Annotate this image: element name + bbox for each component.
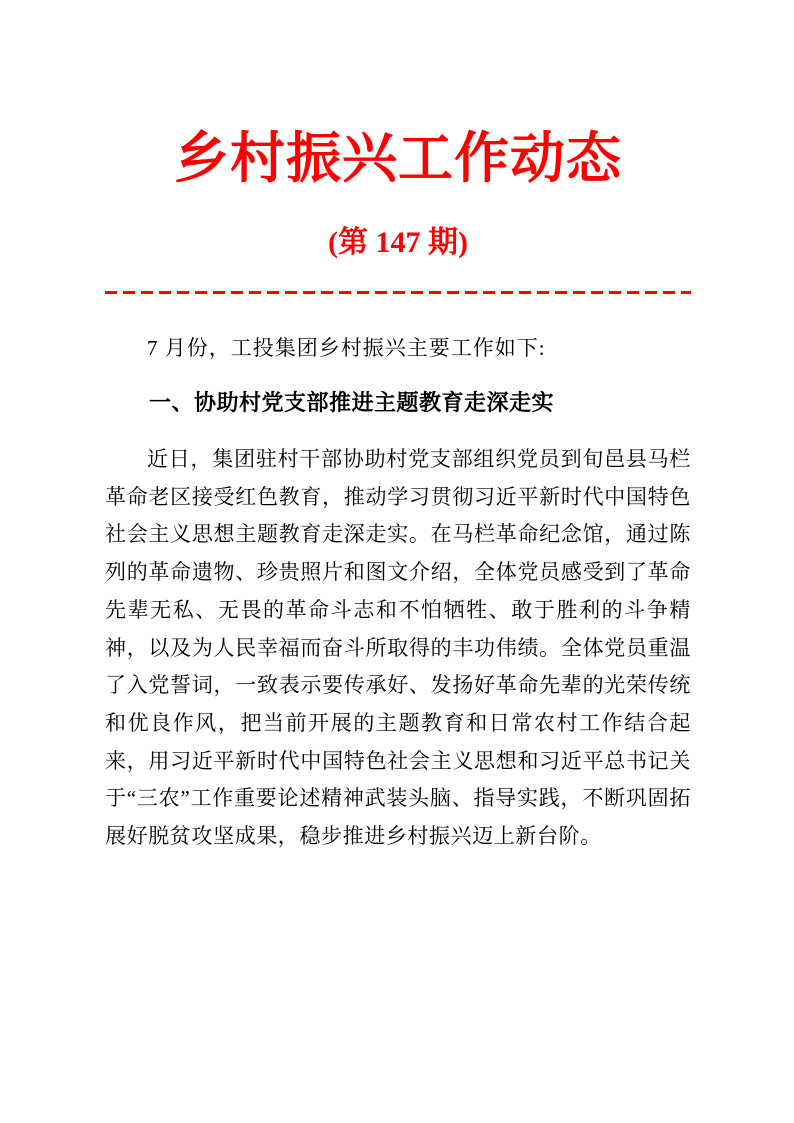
section-heading: 一、协助村党支部推进主题教育走深走实 (149, 390, 555, 415)
intro-paragraph: 7 月份，工投集团乡村振兴主要工作如下: (147, 336, 546, 360)
title-divider-dashed-line (105, 291, 691, 294)
document-title: 乡村振兴工作动态 (173, 128, 622, 189)
issue-number: (第 147 期) (328, 226, 468, 259)
document-content (105, 0, 691, 877)
section-body-paragraph: 近日，集团驻村干部协助村党支部组织党员到旬邑县马栏革命老区接受红色教育，推动学习贯彻习近平新时代中国特色社会主义思想主题教育走深走实。在马栏革命纪念馆，通过陈列的革命遗物、珍贵照片和图文介绍，全体党员感受到了革命先辈无私、无畏的革命斗志和不怕牺牲、敢于胜利的斗争精神，以及为人民幸福而奋斗所取得的丰功伟绩。全体党员重温了入党誓词，一致表示要传承好、发扬好革命先辈的光荣传统和优良作风，把当前开展的主题教育和日常农村工作结合起来，用习近平新时代中国特色社会主义思想和习近平总书记关于“三农”工作重要论述精神武装头脑、指导实践，不断巩固拓展好脱贫攻坚成果，稳步推进乡村振兴迈上新台阶。 (105, 447, 691, 849)
